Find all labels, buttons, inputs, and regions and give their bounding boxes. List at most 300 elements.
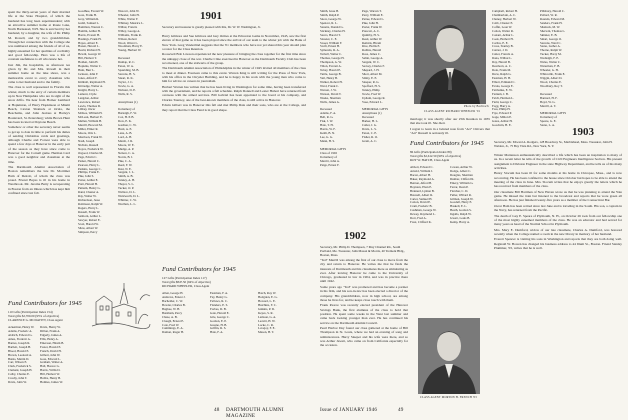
name-entry: McKee, William H.	[78, 111, 103, 116]
name-entry: Wadleigh, F. E.	[540, 56, 560, 61]
name-entry: Ackerman, Henry W.	[8, 326, 35, 329]
name-entry: Paige, Ernest F.	[320, 162, 340, 167]
name-entry: Drew, Ralph G.	[492, 72, 512, 76]
name-entry: Andrews, Ernest J.	[162, 294, 186, 299]
header-1901: Secretary and treasurer is greatly pleased with this, Dr. W. W. Washington, Jr.	[162, 25, 261, 29]
name-entry: Wiggin, Albert D.	[540, 75, 563, 80]
name-entry: Anonymous (1)	[362, 111, 382, 116]
name-entry: Vail, Henry B.	[320, 75, 338, 80]
name-entry: Allen, George H.	[162, 292, 184, 295]
name-entry: Smart, George O.	[540, 36, 562, 41]
name-entry: Thomas, George H.	[320, 56, 345, 61]
name-entry: Farnum, J. B.	[492, 91, 509, 96]
name-entry: Cox, H. P. B.	[118, 115, 135, 120]
name-entry: Quimby, H. S.	[362, 32, 380, 37]
name-entry: Wells, James A.	[320, 99, 340, 104]
name-entry: Norris, B. J.	[118, 154, 134, 159]
name-entry: Lamson, G. A.	[258, 314, 277, 319]
name-entry: Wentworth, D. L.	[118, 194, 140, 199]
name-entry: Wood, Charles E.	[540, 79, 562, 84]
names-column-c	[320, 10, 362, 168]
name-entry: Streeter, C. E.	[320, 36, 338, 41]
name-entry: Howard, L. E.	[258, 298, 276, 303]
name-entry: Aldrich, Edward G.	[8, 332, 33, 337]
name-entry: MEMORIAL GIFTS	[540, 111, 567, 116]
name-entry: Smith, Ralph P.	[320, 12, 340, 17]
name-entry: Leavitt, H. W.	[258, 318, 276, 323]
name-entry: Conant, Arthur L.	[492, 32, 514, 37]
name-entry: Bugbee, W. H.	[162, 306, 181, 311]
name-entry: Frye, Edward P.	[492, 111, 512, 116]
name-entry: Goodwin, H. E.	[492, 123, 512, 128]
paragraph: spent the thirty-seven years of their married life at the State Hospital, of which the husband has long been superintendent; with an attractive summer home at Route Lake, North Barnstead, N.H. She is survived by her husband, by a daughter, the wife of Dr. Philip M. Rowell, and by two grandchildren. Through her connection with the College she was numbered among the friends of all of us, highly esteemed for her qualities of cordiality and good fellowship. Hers was a life of constant usefulness to all who knew her.	[8, 10, 70, 62]
name-entry: Wood, Oliver L.	[118, 40, 139, 45]
year-heading-1901: 1901	[200, 10, 222, 22]
name-entry: Phillips, Frank E.	[78, 170, 100, 175]
name-entry: Clough, Ernest E.	[162, 318, 184, 323]
name-entry: White, Walter F.	[118, 16, 139, 21]
photo-caption-2: CLASS AGENT MORTON H. FRENCH '03	[420, 396, 477, 399]
name-entry: Cutter, Francis A.	[492, 52, 514, 57]
fund-1901-line-2: Total gifts $847.50 (94% of objective)	[162, 280, 211, 284]
name-entry: Wilson, Robert	[118, 36, 137, 41]
name-entry: Merrill, A. T.	[540, 103, 557, 108]
name-entry: Deceased	[118, 56, 130, 61]
photo-caption-1: CLASS AGENT RICHARD WHEELER '01	[424, 110, 481, 113]
name-entry: Cummings, E. A.	[162, 326, 184, 331]
name-entry: Marsh, J. R.	[118, 138, 134, 143]
name-entry: Page, Edwin C.	[78, 154, 98, 159]
name-entry: Barnes, Joseph R.	[8, 340, 31, 345]
name-entry: Merritt, John A.	[320, 158, 340, 163]
name-entry: Davis, John W.	[8, 380, 27, 385]
paragraph: Henry Slocum has been ill for some months at his home in Chicopee, Mass., and is now recovering. He has been confined to the house since October but hopes to be able to attend the meeting of the class in June. Mrs. Slocum writes that he enjoys greatly the letters which he has received from members of the class.	[494, 171, 622, 189]
name-entry: Ames, Frederic A.	[8, 336, 31, 341]
name-entry: Robinson, Ralph W.	[78, 201, 103, 206]
name-entry: Pratt, Harold H.	[78, 182, 98, 187]
name-entry: Short, Albert M.	[362, 72, 383, 76]
name-entry: Harris, W. F.	[320, 127, 336, 132]
name-entry: McLean, Herbert E.	[78, 115, 103, 120]
name-entry: Brainerd, Lyman B.	[410, 188, 435, 193]
name-entry: Cowan, Arthur W.	[450, 166, 473, 169]
name-entry: French, David H.	[40, 348, 62, 353]
name-entry: Douglas, Sherman	[450, 172, 473, 177]
name-entry: Harris, Everett H.	[78, 32, 100, 37]
name-entry: Hastings, Frank H.	[78, 36, 102, 41]
class-agent-photo-1	[414, 10, 486, 104]
name-entry: Pillsbury, Harold C.	[540, 10, 565, 13]
name-entry: Evans, George E.	[492, 83, 514, 88]
name-entry: Dow, E. K.	[118, 119, 132, 124]
name-entry: Taylor, J. C.	[118, 79, 134, 84]
name-entry: Wilbur, Francis	[118, 24, 138, 29]
name-entry: Upham, George R.	[362, 95, 386, 100]
name-entry: Davis, Henry W.	[40, 326, 61, 329]
name-entry: Tilton, Everett A.	[320, 64, 342, 69]
name-entry: Colby, Charles E.	[8, 372, 30, 377]
paragraph: Frank Pearce was recently elected president of the Hanover Savings Bank, the first alumnus of the class to hold that position. He spent some weeks in the West last summer and came back looking younger than ever. He has continued his service on the Dartmouth Alumni Council.	[320, 303, 408, 325]
name-entry: Cotton, David E.	[410, 200, 431, 205]
name-entry: Felch, Herman L.	[492, 95, 514, 100]
name-entry: Whitney, Maurice L.	[118, 20, 144, 25]
name-entry: Cook, Herbert H.	[492, 36, 514, 41]
name-entry: Rust, N. E.	[118, 166, 132, 171]
name-entry: Watson, David T.	[320, 91, 342, 96]
name-entry: Tarbell, Walter C.	[320, 52, 342, 57]
name-entry: Vose, Edward L.	[362, 99, 383, 104]
name-entry: Perry, William E.	[362, 12, 384, 17]
name-entry: Wescott, John W.	[118, 10, 140, 13]
name-entry: Putnam, Henry G.	[78, 186, 101, 191]
footer-issue: Issue of JANUARY 1946	[320, 407, 378, 413]
name-entry: Wheeler, G. H.	[540, 68, 559, 73]
name-entry: Sargent, W. C.	[362, 60, 380, 65]
name-entry: Pollard, W. R.	[540, 12, 558, 17]
name-entry: Gile, George C.	[210, 314, 230, 319]
name-entry: Hutchins, F. C.	[258, 302, 277, 307]
fund-1901-names-c	[258, 292, 304, 400]
name-entry: Corliss, E. E.	[492, 40, 509, 45]
name-entry: Kimball, Raymond H.	[78, 79, 106, 84]
name-entry: Anonymous (1)	[118, 99, 138, 104]
name-entry: Hodgdon, E. G.	[258, 294, 278, 299]
name-entry: Davis, L. S.	[362, 127, 377, 132]
photo-credit-1: Photo by Bachrach	[464, 105, 489, 108]
name-entry: Waterman, F. B.	[540, 64, 561, 69]
name-entry: Sargent, J. L.	[118, 170, 135, 175]
name-entry: Mann, H. S.	[320, 138, 336, 143]
name-entry: Hale, T. H.	[320, 123, 334, 128]
name-entry: Gates, Arthur H.	[492, 119, 513, 124]
name-entry: Hobbs, Henry B.	[40, 376, 61, 381]
name-entry: Dillon, Frank A.	[40, 328, 61, 333]
name-entry: Damon, Roger H.	[162, 330, 184, 335]
name-entry: Swift, Ernest H.	[320, 44, 340, 49]
name-entry: Moore, W. E.	[118, 142, 135, 147]
paragraph: Roosevelt Bob Lawson experienced the new pleasure of bringing the class together for the first time since the unhappy close of the war. Charlie Cline exercised in Hanover as the Dartmouth Faculty Club has been reconvened, one of the stalwarts of the group.	[162, 52, 306, 65]
name-entry: Osgood, Charles M.	[78, 150, 103, 155]
name-entry: Chase, A. B.	[162, 314, 178, 319]
name-entry: Fellows, R. C.	[210, 298, 228, 303]
name-entry: Emery, William G.	[450, 180, 474, 185]
name-entry: Boynton, Eben E.	[410, 184, 432, 189]
name-entry: Holden, John H.	[78, 60, 99, 65]
paragraph: marriage; it was shortly after our 25th Reunion in 1935 that she took ill. She died.	[410, 117, 490, 126]
name-entry: Thorne, Ralph W.	[540, 48, 562, 53]
name-entry: Nash, Joseph	[78, 138, 95, 143]
name-entry: Stevens, Ward C.	[540, 40, 562, 45]
name-entry: Currier, J. D.	[492, 48, 509, 53]
fund-1901-names-b	[210, 292, 256, 400]
fund-names-b	[40, 326, 72, 398]
name-entry: Langdon, Arthur	[78, 95, 99, 100]
name-entry: Cushman, George W.	[410, 208, 437, 213]
name-entry: Pike, C. A.	[118, 158, 132, 163]
name-entry: Whittier, C. W.	[118, 198, 137, 202]
name-entry: Mason, H. T.	[258, 330, 275, 335]
name-entry: Chamberlain, A. C.	[492, 12, 516, 17]
name-entry: Morrison, Frank W.	[78, 135, 103, 139]
name-entry: Kittredge, Walter A.	[78, 83, 103, 88]
name-entry: Boyd, W. G.	[540, 99, 556, 104]
name-entry: Forbes, D. B.	[210, 306, 227, 311]
name-entry: Abbott, Edward C.	[410, 166, 434, 169]
name-entry: Graham, Walter A.	[40, 360, 64, 365]
name-entry: Sabin, George A.	[362, 56, 384, 61]
paragraph: Somehow or other the secretary never seems to get up to date in time to perform his duties of sending Christmas cards and greetings, although Charlie and Forrest were able to spend a few days at Hanover in the early part of the season as they have since come to Hanover for the Cornell game. Herman Card was a good neighbor and classmate at the time.	[8, 125, 70, 164]
name-entry: Burnham, Percy	[162, 310, 183, 315]
fund-1902-line-3: ROY W. HATCH, Class Agent	[410, 158, 450, 162]
name-entry: Lawrence, Robert	[78, 99, 101, 104]
name-entry: Prescott, A. C.	[362, 28, 380, 33]
name-entry: Lovejoy, F. E.	[258, 326, 276, 331]
name-entry: Young, Herbert W.	[118, 48, 142, 53]
left-col-1	[8, 10, 70, 292]
name-entry: Stuart, R. K.	[118, 75, 134, 80]
name-entry: Bacon, Albert H.	[410, 172, 431, 177]
name-entry: Carr, Wilson E.	[8, 360, 28, 365]
right-page	[314, 0, 628, 420]
name-entry: Rice, Hollis E.	[362, 44, 381, 49]
fund-1901-names-a	[162, 292, 208, 400]
name-entry: Arnold, William J.	[410, 168, 434, 173]
name-entry: Stone, L. A.	[540, 123, 555, 128]
name-entry: Smith, Jesse B.	[320, 10, 339, 13]
names-column-b	[118, 10, 156, 260]
name-entry: Ingalls, Ralph W.	[450, 212, 472, 217]
fund-1902-line-1: 86 Gifts (Participation Index 89)	[410, 150, 452, 154]
name-entry: Burleigh, F. W.	[118, 111, 137, 116]
name-entry: Dewey, Raymond L.	[410, 212, 436, 217]
paragraph: The Dartmouth Alumni Association of Boston remembers the late Dr. Mortimer Ham of Detroit, of whom the class was proud. Friend Bayes is ill in his home in Westbrook. Mr. Jerome Batty is recuperating in Boston from an illness which has kept him confined since last fall.	[8, 165, 70, 195]
name-entry: Holmes, James W.	[40, 380, 63, 385]
name-entry: Flanders, E. S.	[210, 302, 229, 307]
name-entry: Emerson, Hiram B.	[40, 340, 65, 345]
name-entry: Hill, Herbert W.	[40, 372, 60, 377]
name-entry: Hurd, A. E.	[118, 127, 133, 132]
name-entry: Jewett, Louis B.	[450, 216, 471, 221]
name-entry: Cross, Stanley B.	[492, 44, 514, 49]
name-entry: Keyes, S. R.	[258, 310, 274, 315]
name-entry: Reed, F. W.	[118, 162, 133, 167]
name-entry: Woodman, Harry E.	[118, 44, 143, 49]
paragraph: Harry Gilmore and Sue Gilmore and Guy Ormes at the Princeton Game in November, 1945, saw the first eleven of that game as it has been played since the arrival of our team to the winter job with the Bank of New York. Greg Vanderlind suggests that the '01 members who have not yet shared this year should plan a roster for the Class Reunion.	[162, 34, 306, 51]
paragraph: Some years ago "Ted" was promoted and has become a partner in his firm, and his son-in-law has been elected a director of the company. His grandchildren, now in high school, are among those he lives for, and he keeps close touch with them.	[320, 284, 408, 302]
name-entry: Guild, Samuel L.	[78, 20, 100, 25]
name-entry: Fogg, Harry A.	[492, 103, 511, 108]
name-entry: Cheney, Herbert W.	[492, 16, 517, 21]
name-entry: Skinner, E. B.	[540, 32, 558, 37]
name-entry: Stone, Luther A.	[540, 44, 561, 49]
name-entry: Gray, William R.	[78, 16, 100, 21]
name-entry: Read, Arthur W.	[362, 36, 383, 41]
fund-1903-names-a	[492, 10, 538, 130]
name-entry: Goodhue, Everett W.	[78, 10, 104, 13]
name-entry: Sherwin, Thomas L.	[540, 28, 566, 33]
name-entry: MEMORIAL GIFTS	[362, 107, 389, 112]
col-1901	[162, 34, 306, 262]
name-entry: Symonds, R. A.	[320, 48, 340, 53]
fund-title: Fund Contributors for 1945	[8, 300, 82, 307]
name-entry: Spaulding, M. B.	[118, 68, 140, 73]
name-entry: Cole, Fred W.	[162, 322, 180, 327]
name-entry: Scott, Harold W.	[78, 221, 99, 226]
name-entry: Gardner, C. W.	[118, 123, 137, 128]
name-entry: Thompson, A. W.	[320, 60, 342, 65]
name-entry: Gale, Harold E.	[210, 310, 230, 315]
name-entry: Silsby, E. E.	[362, 75, 378, 80]
name-entry: Frost, Clifford K.	[410, 220, 432, 225]
name-entry: Seavey, Charles F.	[362, 64, 385, 69]
name-entry: Mellen, William H.	[78, 119, 103, 124]
name-entry: Cobb, Chester E.	[492, 20, 514, 25]
name-entry: MEMORIAL GIFTS	[320, 146, 347, 151]
paragraph: The class is well represented in Florida this winter, much to the envy of certain members up in New Hampshire who are in sight of the snow drifts. We hear from Homer Lumbard at Hopkinton, of Harry Hopkinson at Miami Beach, Caxton Shattuck at Ocala, the Beachams, and John Jealous at Harley's Boulevard, St. Petersburg; while Brown Hunt has been located at Daytona Beach.	[8, 85, 70, 124]
fund-line-1: 110 Gifts (Participation Index 154)	[8, 310, 53, 314]
name-entry: Wheeler, John H.	[118, 12, 140, 17]
name-entry: Tucker, Harry M.	[540, 52, 562, 57]
name-entry: Spofford, H. S.	[362, 83, 381, 88]
name-entry: Hopkins, Walter C.	[78, 64, 102, 69]
paragraph: Just Jim, the hospitable, as afternoon tea given by Dr. and Mrs. Rowell in their summer home on the lake shore, was a memorable event to every classmate who came to her husband and to the family.	[8, 62, 70, 84]
name-entry: Dodge, Albert C.	[450, 168, 472, 173]
name-entry: Farrar, Dean P.	[450, 184, 469, 189]
name-entry: In memory of	[320, 154, 338, 159]
name-entry: Richardson, Jesse	[78, 198, 100, 202]
fund-names-a	[8, 326, 40, 398]
name-entry: Buswell, Albert R.	[410, 192, 434, 197]
name-entry: Haskell, E. L.	[450, 204, 468, 209]
name-entry: Bachelder, C. W.	[162, 298, 183, 303]
name-entry: Porter, Frank W.	[362, 24, 383, 29]
name-entry: Rounds, Edward M.	[540, 16, 565, 21]
paragraph: Everett Spencer is visiting his sons in Washington and reports that they are both doing well. Reginald W. Bowen has changed his business address to 44 Ilium St., Boston. Friend Stanley Plummer, '03, writes that he is well.	[494, 237, 622, 251]
name-entry: Lewis, Thomas D.	[78, 103, 101, 108]
name-entry: Griffin, R. S.	[210, 326, 227, 331]
name-entry: Russell, Frank W.	[78, 209, 101, 214]
name-entry: Lane, A. B.	[118, 131, 133, 136]
name-entry: Sweet, William F.	[320, 40, 343, 45]
name-entry: Mudge, A. P.	[118, 146, 135, 151]
paragraph: Our classmate Bill Hartman of New Haven wrote us that he was planning to attend the Yale game. He missed the train but listened to the broadcast and reports that he wore green all afternoon. He has just finished twenty-five years as a member of the Connecticut Bar.	[494, 189, 622, 203]
name-entry: Deceased	[362, 115, 374, 120]
name-entry: Elliott, Edmund C.	[492, 79, 516, 84]
name-entry: Worthen, L. L.	[118, 201, 137, 206]
name-entry: Barnard, H. F.	[540, 95, 558, 100]
name-entry: Cram, Frederic B.	[410, 204, 433, 209]
name-entry: Pearson, Harry L.	[78, 162, 100, 167]
name-entry: Benton, Alfred B.	[410, 180, 432, 185]
fund-1902-names-b	[450, 166, 490, 228]
name-entry: Harris, Willis D.	[40, 368, 61, 373]
name-entry: Ellis, Henry A.	[40, 336, 59, 341]
names-column-a	[78, 10, 116, 260]
name-entry: Edgerly, James A.	[40, 332, 63, 337]
name-entry: Knight, Harry L.	[78, 87, 99, 92]
name-entry: Nichols, Russell	[78, 142, 99, 147]
class-agent-photo-2	[418, 318, 480, 394]
name-entry: Burns, Martin D.	[8, 356, 30, 361]
name-entry: Smith, A. B.	[118, 174, 134, 179]
name-entry: Bowler, Charles B.	[162, 302, 186, 307]
name-entry: Stevens, H. S.	[118, 72, 136, 76]
name-entry: Blood, Harold E.	[8, 348, 30, 353]
fund-title-1902: Fund Contributors for 1945	[410, 140, 484, 147]
name-entry: Hale, F. A.	[210, 330, 224, 335]
name-entry: Ray, Walter W.	[78, 194, 97, 199]
paragraph: I regret to learn in a belated note from "Art" Chivers that "Art" Russell is seriously ill.	[410, 126, 490, 136]
name-entry: Sanders, Frank H.	[540, 20, 563, 25]
name-entry: Greene, H. B.	[210, 322, 228, 327]
name-entry: Rollins, Harold	[362, 48, 382, 53]
name-entry: Carter, Samuel H.	[410, 196, 433, 201]
name-entry: Sanborn, Arthur L.	[78, 213, 102, 218]
paragraph: "Ted" Merrill was among the first of our class to move from the city and return to Hanover. He writes me that he finds the interests of Dartmouth and his classmates there as stimulating as ever. After leaving Hanover he came to the University of Chicago, graduated in law in 1904, and was in practice there until 1942.	[320, 258, 408, 284]
name-entry: Ward, Frank C.	[320, 83, 339, 88]
name-entry: Pettee, Edward L.	[362, 16, 385, 21]
name-entry: Dana, Wilbur L.	[492, 56, 513, 61]
name-entry: Weeks, Sherman	[320, 95, 341, 100]
paragraph: Pearl Harbor Day found our class gathered at the home of Bill Thompson in St. Louis, where we had an evening of song and reminiscences. Harry Sleeper and his wife were there, and so was Arthur Jewett, who came on from California especially for the occasion.	[320, 326, 408, 348]
name-entry: Thayer, S. L.	[118, 182, 135, 187]
name-entry: Page, Warren T.	[362, 10, 382, 13]
name-entry: Hewitt, George W.	[78, 52, 102, 57]
name-entry: Towle, G. A.	[118, 83, 134, 88]
name-entry: Parker, Harold C.	[78, 158, 100, 163]
name-entry: Towle, Fred W.	[362, 91, 382, 96]
name-entry: Clement, Joseph H.	[8, 368, 33, 373]
header-1903: Secretary, Mr. Edward A. Rodgers, 128 Broadway St., Marblehead, Mass. Treasurer, John H. Weldon, Jr., 75 Bay Vista Rd., New York, N. Y.	[494, 140, 613, 148]
name-entry: Spencer, R. L.	[320, 20, 338, 25]
name-entry: Wallace, D. L.	[118, 190, 136, 195]
names-column-d	[362, 10, 404, 168]
name-entry: Williams, Frank R.	[118, 32, 142, 37]
name-entry: Storrs, Harold T.	[320, 32, 341, 37]
name-entry: Shepard, J. H.	[362, 68, 380, 73]
name-entry: Dorr, Fred A.	[410, 216, 427, 221]
paragraph: Mrs. Mary E. Dumford, widow of our late classmate, Charles A. Dumford, was honored recently when the College named a room in the new library in memory of her husband.	[494, 227, 622, 236]
name-entry: Pike, John S.	[78, 174, 95, 179]
name-entry: Shaw, Albert W.	[78, 225, 99, 230]
fund-1903-names-b	[540, 10, 586, 130]
name-entry: Nelson, C. A.	[118, 150, 135, 155]
name-entry: Whitcomb, Frank E.	[540, 72, 566, 76]
name-entry: Gilman, Joseph W.	[450, 196, 474, 201]
mid-text	[410, 117, 490, 139]
page-number-right: 49	[398, 407, 404, 413]
name-entry: Willey, George A.	[118, 28, 141, 33]
name-entry: Merrill, Howard M.	[78, 123, 103, 128]
paragraph: Oscar Ham has been retired since last June and is traveling in the South. His son, a captain in the Navy, has returned from the Pacific.	[494, 203, 622, 213]
name-entry: Fay, Henry G.	[210, 294, 228, 299]
name-entry: Hatch, Roy W.	[258, 292, 277, 295]
name-entry: Gordon, E. P.	[210, 318, 227, 323]
name-entry: Hall, Horace G.	[40, 364, 60, 369]
name-entry: Goodell, Harry E.	[450, 200, 473, 205]
name-entry: Warren, J. W.	[320, 87, 337, 92]
name-entry: Locke, C. R.	[258, 322, 274, 327]
fund-line-2: Total gifts $2,700.00 (95% of objective)	[8, 314, 60, 318]
name-entry: Hill, Herbert T.	[78, 56, 97, 61]
name-entry: Adams, F. A.	[320, 111, 337, 116]
year-heading-1903: 1903	[572, 126, 594, 138]
col-1903	[494, 153, 622, 403]
name-entry: Bell, R. G.	[320, 115, 334, 120]
name-entry: Coffin, Leon W.	[492, 24, 513, 29]
name-entry: Tuttle, George B.	[320, 72, 342, 76]
fund-1902-names-a	[410, 166, 450, 228]
